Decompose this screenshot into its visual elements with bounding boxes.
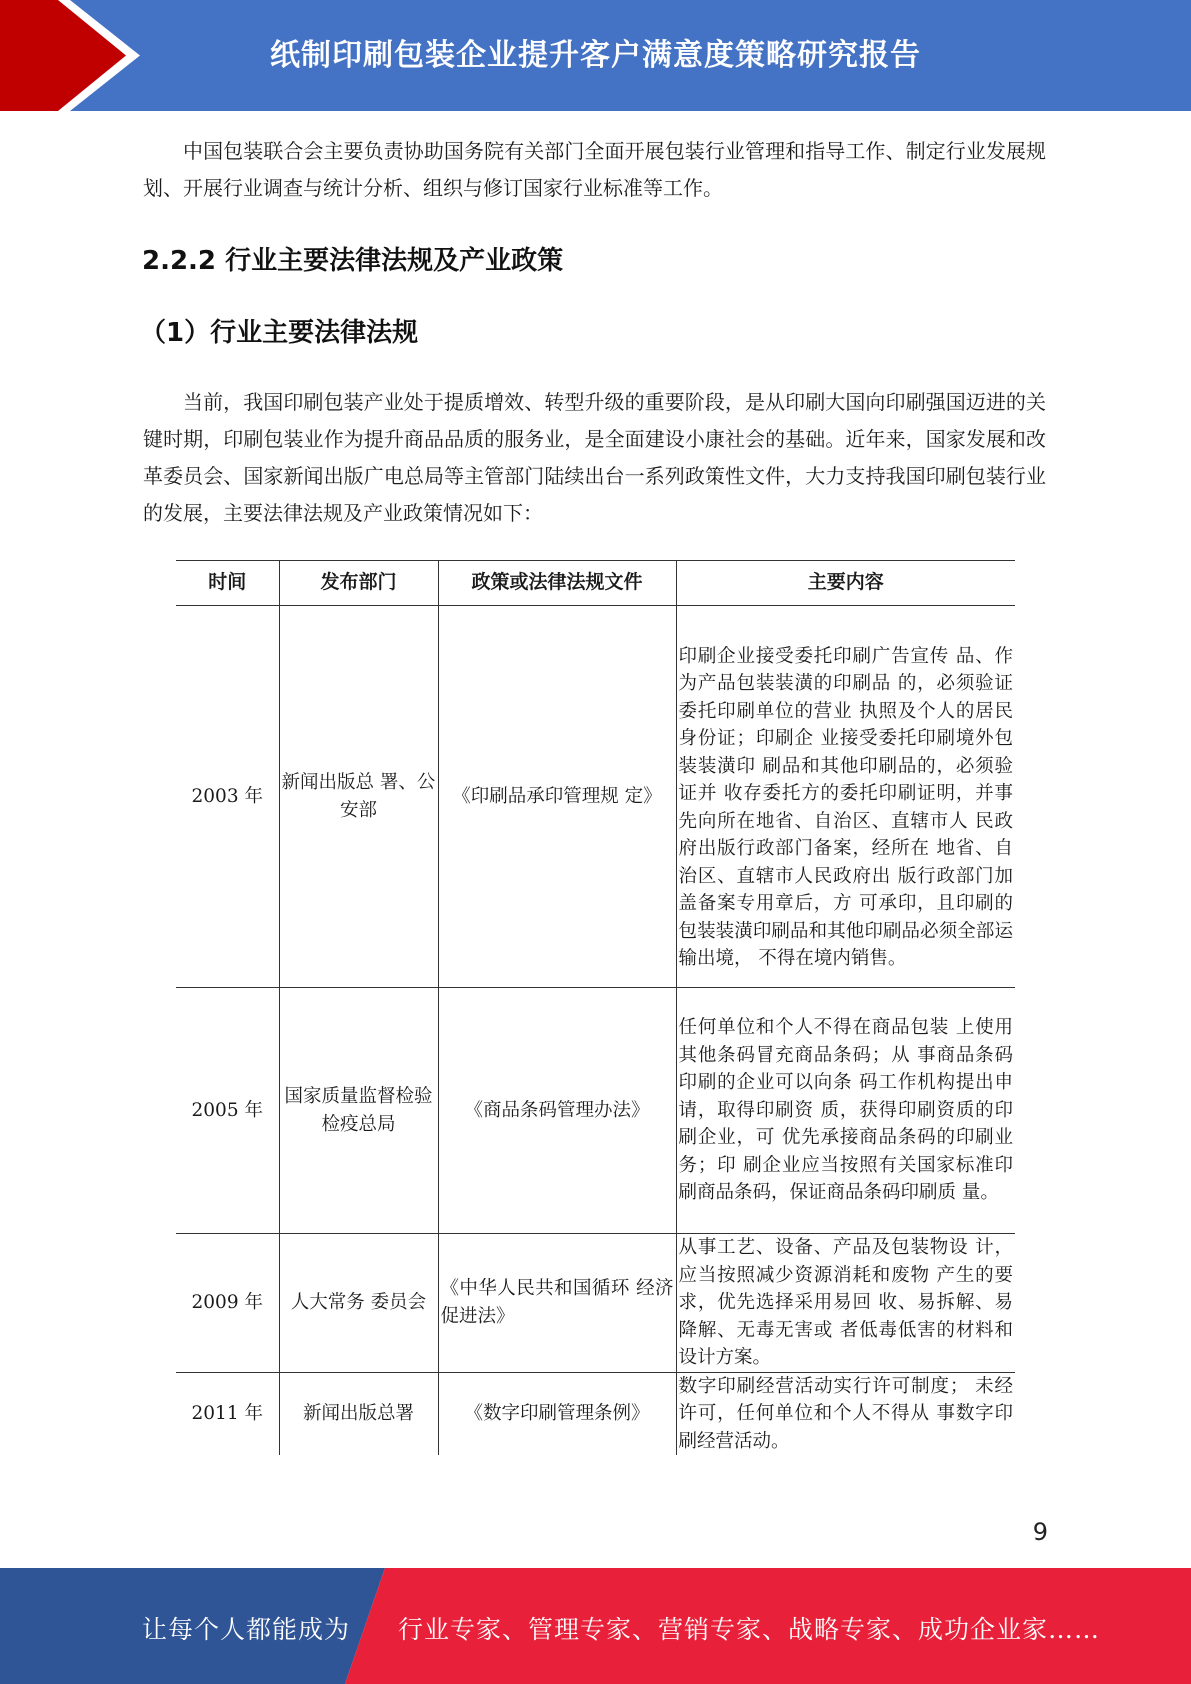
cell-document: 《中华人民共和国循环 经济促进法》 [438, 1234, 676, 1373]
header-arrow-decoration [0, 0, 160, 111]
table-row [176, 606, 1015, 988]
intro-paragraph: 中国包装联合会主要负责协助国务院有关部门全面开展包装行业管理和指导工作、制定行业发展规划、开展行业调查与统计分析、组织与修订国家行业标准等工作。 [143, 139, 1046, 200]
column-header-department: 发布部门 [279, 561, 438, 606]
table-row [176, 1372, 1015, 1455]
table-row [176, 1234, 1015, 1373]
cell-document: 《印刷品承印管理规 定》 [438, 606, 676, 988]
column-header-time: 时间 [176, 561, 279, 606]
cell-year: 2005 年 [176, 988, 279, 1234]
cell-year: 2003 年 [191, 785, 263, 807]
cell-content: 从事工艺、设备、产品及包装物设 计，应当按照减少资源消耗和废物 产生的要求，优先选择采用易回 收、易拆解、易降解、无毒无害或 者低毒低害的材料和设计方案。 [676, 1234, 1015, 1373]
cell-department: 人大常务 委员会 [279, 1234, 438, 1373]
footer-slogan-left: 让每个人都能成为 [142, 1615, 351, 1644]
cell-content: 数字印刷经营活动实行许可制度； 未经许可，任何单位和个人不得从 事数字印刷经营活动。 [676, 1372, 1015, 1455]
policy-table [176, 560, 1015, 1455]
cell-year: 2009 年 [176, 1234, 279, 1373]
table-header-row [176, 561, 1015, 606]
cell-document: 《数字印刷管理条例》 [438, 1372, 676, 1455]
cell-department: 新闻出版总 署、公安部 [279, 606, 438, 988]
body-paragraph: 当前，我国印刷包装产业处于提质增效、转型升级的重要阶段，是从印刷大国向印刷强国迈进的关键时期，印刷包装业作为提升商品品质的服务业，是全面建设小康社会的基础。近年来，国家发展和改革委员会、国家新闻出版广电总局等主管部门陆续出台一系列政策性文件，大力支持我国印刷包装行业的发展，主要法律法规及产业政策情况如下： [143, 390, 1046, 525]
cell-content: 印刷企业接受委托印刷广告宣传 品、作为产品包装装潢的印刷品 的，必须验证委托印刷单位的营业 执照及个人的居民身份证；印刷企 业接受委托印刷境外包装装潢印 刷品和其他印刷品的，必须验证并 收存委托方的委托印刷证明，并事 先向所在地省、自治区、直辖市人 民政府出版行政部门备案，经所在 地省、自治区、直辖市人民政府出 版行政部门加盖备案专用章后，方 可承印，且印刷的包装装潢印刷品和其他印刷品必须全部运输出境， 不得在境内销售。 [676, 606, 1015, 988]
subsection-heading: （1）行业主要法律法规 [140, 318, 419, 348]
page-number: 9 [1032, 1518, 1048, 1546]
cell-content: 任何单位和个人不得在商品包装 上使用其他条码冒充商品条码；从 事商品条码印刷的企业可以向条 码工作机构提出申请，取得印刷资 质，获得印刷资质的印刷企业，可 优先承接商品条码的印刷业务；印 刷企业应当按照有关国家标准印 刷商品条码，保证商品条码印刷质 量。 [676, 988, 1015, 1234]
column-header-document: 政策或法律法规文件 [438, 561, 676, 606]
section-heading: 2.2.2 行业主要法律法规及产业政策 [142, 246, 564, 276]
cell-document: 《商品条码管理办法》 [438, 988, 676, 1234]
table-row [176, 988, 1015, 1234]
cell-department: 新闻出版总署 [279, 1372, 438, 1455]
header-bar [0, 0, 1191, 111]
cell-year: 2011 年 [176, 1372, 279, 1455]
footer-slogan-right: 行业专家、管理专家、营销专家、战略专家、成功企业家…… [398, 1615, 1101, 1644]
report-title: 纸制印刷包装企业提升客户满意度策略研究报告 [270, 38, 921, 73]
cell-department: 国家质量监督检验检疫总局 [279, 988, 438, 1234]
column-header-content: 主要内容 [676, 561, 1015, 606]
